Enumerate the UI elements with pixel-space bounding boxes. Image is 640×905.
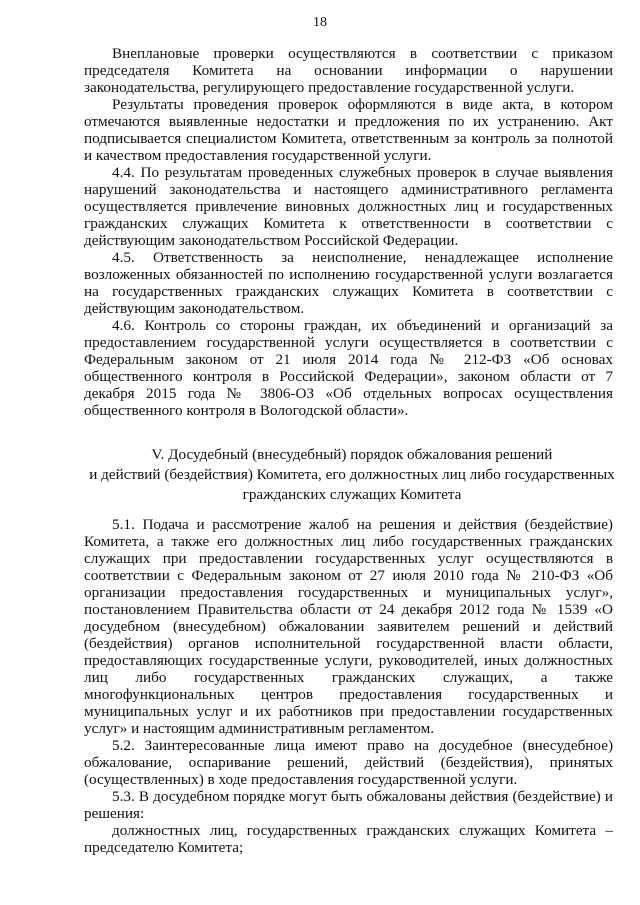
paragraph-officials-item: должностных лиц, государственных гражданских служащих Комитета – председателю Комитета; — [84, 822, 613, 856]
section-heading-line: V. Досудебный (внесудебный) порядок обжалования решений — [151, 446, 553, 463]
section-5-text — [84, 516, 613, 856]
section-4-text — [84, 45, 613, 419]
section-heading-line: гражданских служащих Комитета — [242, 486, 462, 503]
paragraph-5-3: 5.3. В досудебном порядке могут быть обжалованы действия (бездействие) и решения: — [84, 788, 613, 822]
page-number: 18 — [313, 15, 327, 30]
paragraph-4-4: 4.4. По результатам проведенных служебных проверок в случае выявления нарушений законодательства и настоящего административного регламента осуществляется привлечение виновных должностных лиц и государственных гражданских служащих Комитета к ответственности в соответствии с действующим законодательством Российской Федерации. — [84, 164, 613, 249]
paragraph-5-2: 5.2. Заинтересованные лица имеют право на досудебное (внесудебное) обжалование, оспаривание решений, действий (бездействия), принятых (осуществленных) в ходе предоставления государственной услуги. — [84, 737, 613, 788]
paragraph-5-1: 5.1. Подача и рассмотрение жалоб на решения и действия (бездействие) Комитета, а также его должностных лиц либо государственных гражданских служащих при предоставлении государственных услуг осуществляются в соответствии с Федеральным законом от 27 июля 2010 года № 210-ФЗ «Об организации предоставления государственных и муниципальных услуг», постановлением Правительства области от 24 декабря 2012 года № 1539 «О досудебном (внесудебном) обжаловании заявителем решений и действий (бездействия) органов исполнительной государственной власти области, предоставляющих государственные услуги, руководителей, иных должностных лиц либо государственных гражданских служащих, а также многофункциональных центров предоставления государственных и муниципальных услуг и их работников при предоставлении государственных услуг» и настоящим административным регламентом. — [84, 516, 613, 737]
paragraph-4-6: 4.6. Контроль со стороны граждан, их объединений и организаций за предоставлением государственной услуги осуществляется в соответствии с Федеральным законом от 21 июля 2014 года № 212-ФЗ «Об основах общественного контроля в Российской Федерации», законом области от 7 декабря 2015 года № 3806-ОЗ «Об отдельных вопросах осуществления общественного контроля в Вологодской области». — [84, 317, 613, 419]
section-heading-line: и действий (бездействия) Комитета, его должностных лиц либо государственных — [89, 466, 615, 483]
paragraph-4-5: 4.5. Ответственность за неисполнение, ненадлежащее исполнение возложенных обязанностей по исполнению государственной услуги возлагается на государственных гражданских служащих Комитета в соответствии с действующим законодательством. — [84, 249, 613, 317]
paragraph-unplanned-inspections: Внеплановые проверки осуществляются в соответствии с приказом председателя Комитета на основании информации о нарушении законодательства, регулирующего предоставление государственной услуги. — [84, 45, 613, 96]
section-5-heading — [72, 445, 632, 505]
paragraph-inspection-results: Результаты проведения проверок оформляются в виде акта, в котором отмечаются выявленные недостатки и предложения по их устранению. Акт подписывается специалистом Комитета, ответственным за контроль за полнотой и качеством предоставления государственной услуги. — [84, 96, 613, 164]
